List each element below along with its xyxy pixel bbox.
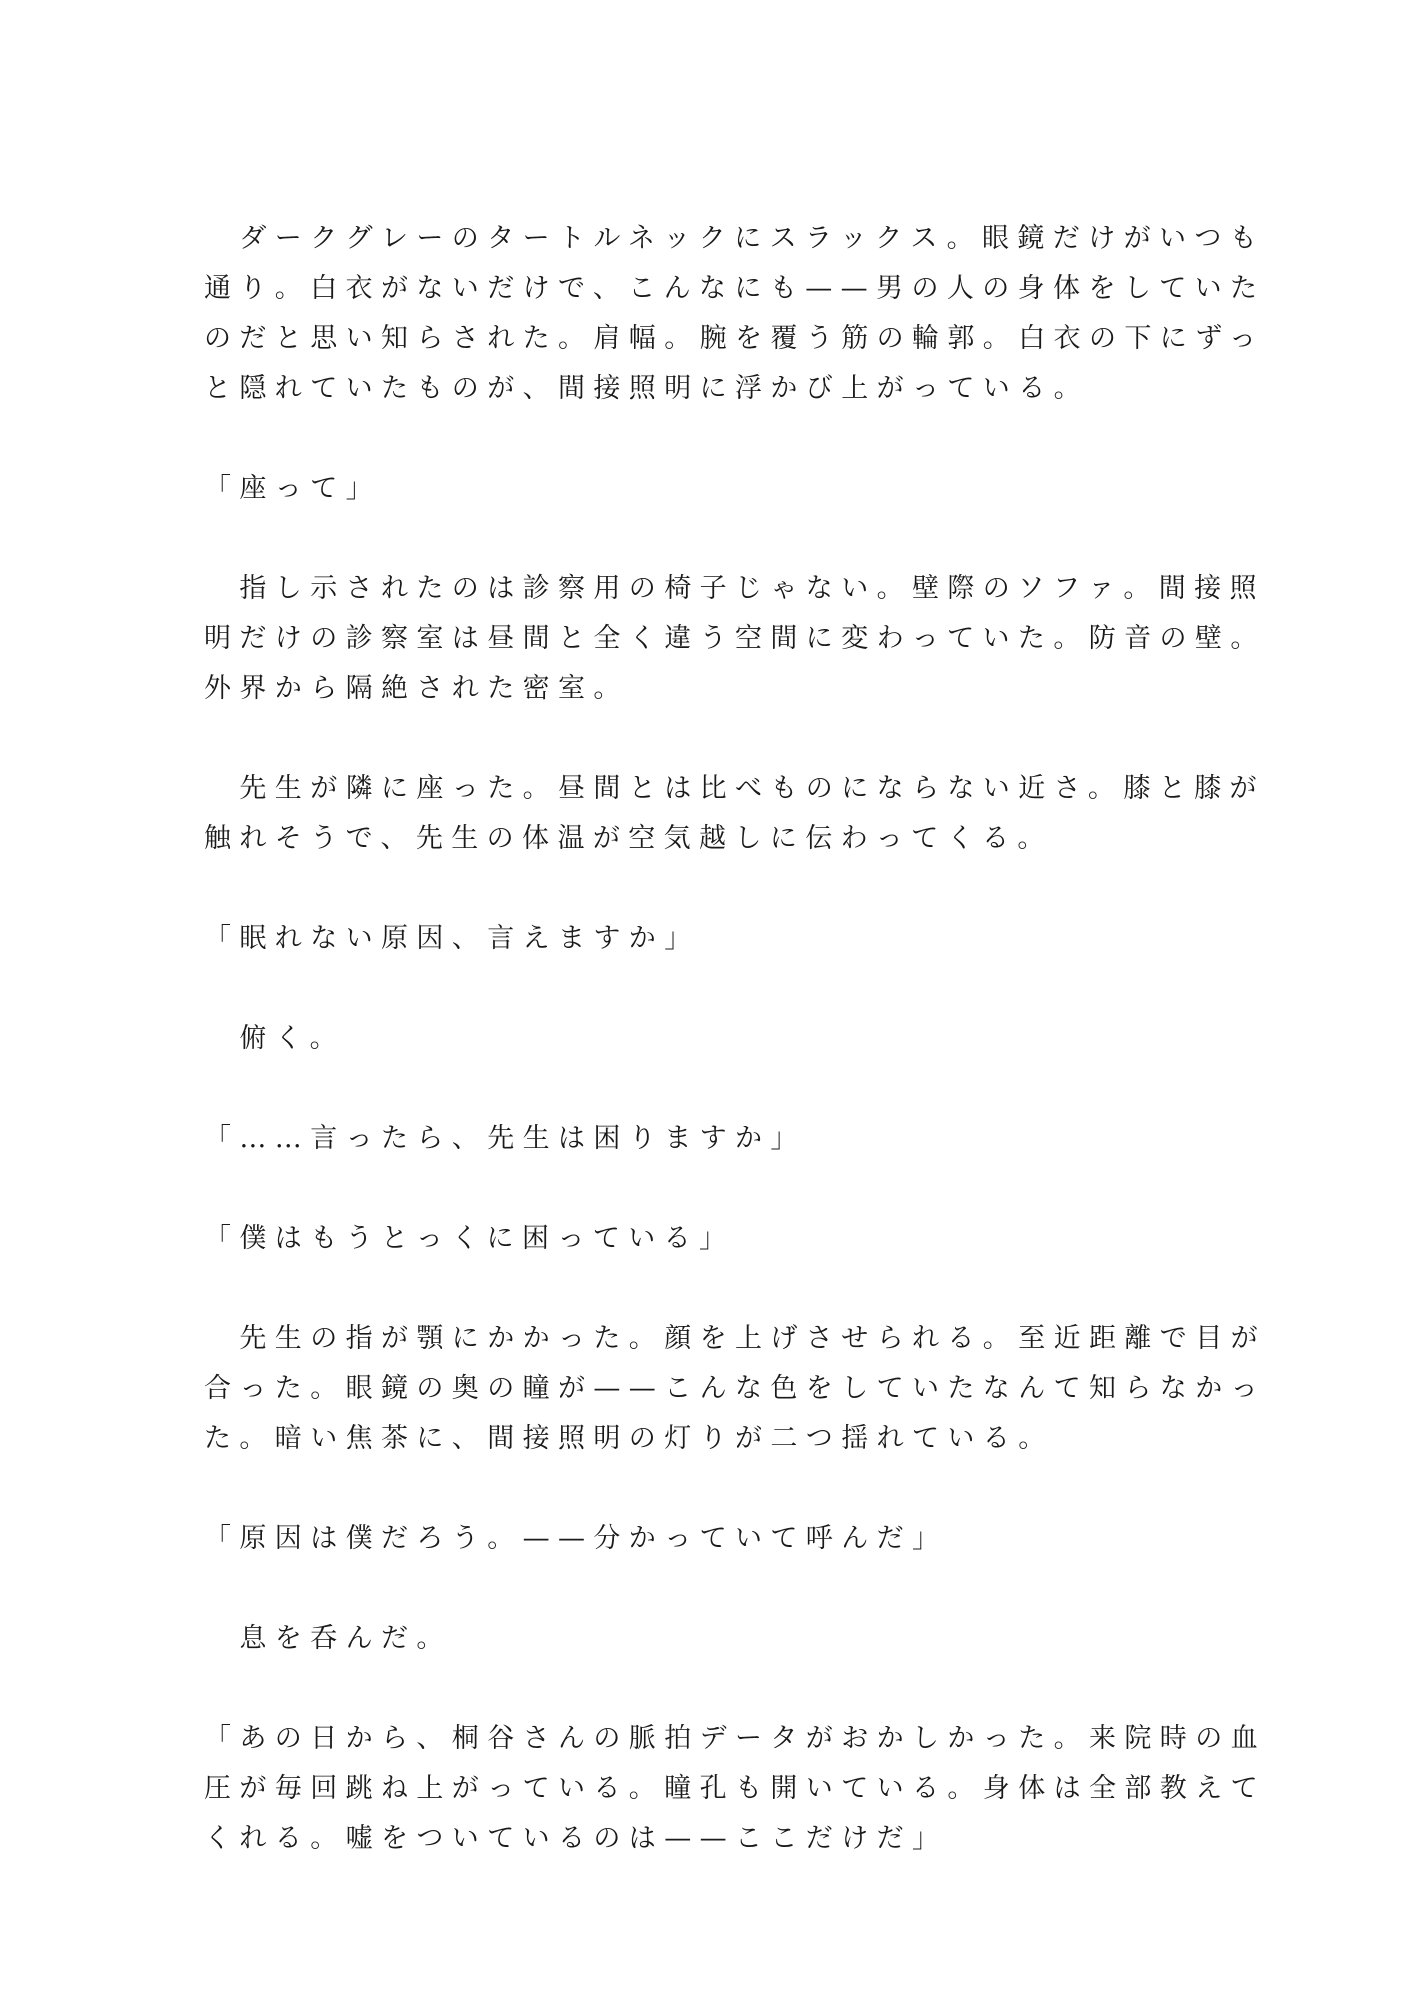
- text-line: ダークグレーのタートルネックにスラックス。眼鏡だけがいつも: [204, 223, 1266, 254]
- text-line: 「僕はもうとっくに困っている」: [204, 1223, 735, 1254]
- dialogue-paragraph: [204, 1514, 1174, 1564]
- text-line: 指し示されたのは診察用の椅子じゃない。壁際のソファ。間接照: [204, 573, 1265, 604]
- paragraph-spacer: [204, 414, 1174, 464]
- text-line: た。暗い焦茶に、間接照明の灯りが二つ揺れている。: [204, 1423, 1054, 1454]
- text-line: 触れそうで、先生の体温が空気越しに伝わってくる。: [204, 823, 1053, 854]
- paragraph: [204, 1314, 1266, 1464]
- paragraph-spacer: [204, 514, 1174, 564]
- paragraph: [204, 214, 1266, 414]
- paragraph-spacer: [204, 1464, 1174, 1514]
- text-line: 先生が隣に座った。昼間とは比べものにならない近さ。膝と膝が: [204, 773, 1265, 804]
- paragraph: [204, 564, 1266, 714]
- text-line: と隠れていたものが、間接照明に浮かび上がっている。: [204, 373, 1089, 404]
- text-line: 「……言ったら、先生は困りますか」: [204, 1123, 806, 1154]
- dialogue-paragraph: [204, 1714, 1266, 1864]
- text-line: 「原因は僕だろう。——分かっていて呼んだ」: [204, 1523, 948, 1554]
- paragraph-spacer: [204, 1264, 1174, 1314]
- text-line: 「あの日から、桐谷さんの脈拍データがおかしかった。来院時の血: [204, 1723, 1266, 1754]
- paragraph: [204, 1614, 1174, 1664]
- text-line: 俯く。: [204, 1023, 346, 1054]
- paragraph: [204, 764, 1265, 864]
- dialogue-paragraph: [204, 464, 1174, 514]
- text-line: 合った。眼鏡の奥の瞳が——こんな色をしていたなんて知らなかっ: [204, 1373, 1266, 1404]
- paragraph-spacer: [204, 864, 1174, 914]
- dialogue-paragraph: [204, 1214, 1174, 1264]
- body-text: [204, 214, 1266, 1864]
- text-line: 明だけの診察室は昼間と全く違う空間に変わっていた。防音の壁。: [204, 623, 1266, 654]
- text-line: 先生の指が顎にかかった。顔を上げさせられる。至近距離で目が: [204, 1323, 1266, 1354]
- text-line: 外界から隔絶された密室。: [204, 673, 629, 704]
- text-line: 息を呑んだ。: [204, 1623, 452, 1654]
- text-line: 「座って」: [204, 473, 381, 504]
- text-line: 圧が毎回跳ね上がっている。瞳孔も開いている。身体は全部教えて: [204, 1773, 1266, 1804]
- paragraph: [204, 1014, 1174, 1064]
- text-line: のだと思い知らされた。肩幅。腕を覆う筋の輪郭。白衣の下にずっ: [204, 323, 1265, 354]
- text-line: 通り。白衣がないだけで、こんなにも——男の人の身体をしていた: [204, 273, 1266, 304]
- dialogue-paragraph: [204, 914, 1174, 964]
- text-line: くれる。嘘をついているのは——ここだけだ」: [204, 1823, 948, 1854]
- dialogue-paragraph: [204, 1114, 1174, 1164]
- paragraph-spacer: [204, 964, 1174, 1014]
- paragraph-spacer: [204, 1564, 1174, 1614]
- paragraph-spacer: [204, 1064, 1174, 1114]
- paragraph-spacer: [204, 1664, 1174, 1714]
- paragraph-spacer: [204, 1164, 1174, 1214]
- paragraph-spacer: [204, 714, 1174, 764]
- text-line: 「眠れない原因、言えますか」: [204, 923, 700, 954]
